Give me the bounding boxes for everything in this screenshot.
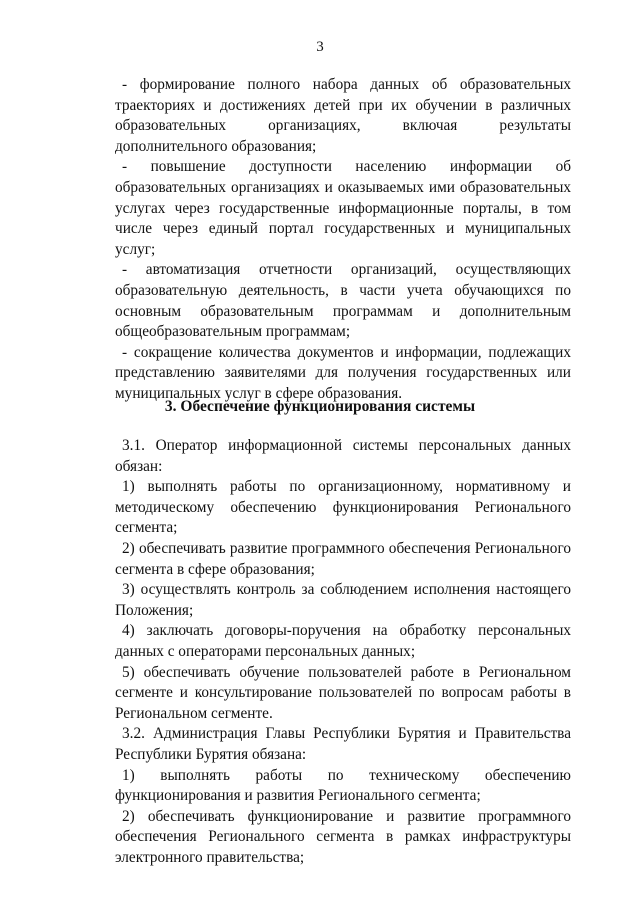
section-body xyxy=(115,436,571,868)
list-item: - повышение доступности населению информации об образовательных организациях и оказываемых ими образовательных услугах через государственные информационные порталы, в том числе через единый портал государственных и муниципальных услуг; xyxy=(115,158,571,258)
list-item: - сокращение количества документов и информации, подлежащих представлению заявителями для получения государственных или муниципальных услуг в сфере образования. xyxy=(115,343,571,402)
paragraph: 2) обеспечивать развитие программного обеспечения Регионального сегмента в сфере образования; xyxy=(115,539,571,578)
list-item: - формирование полного набора данных об образовательных траекториях и достижениях детей при их обучении в различных образовательных организациях, включая результаты дополнительного образования; xyxy=(115,76,571,155)
paragraph: 2) обеспечивать функционирование и развитие программного обеспечения Регионального сегмента в рамках инфраструктуры электронного правительства; xyxy=(115,807,571,866)
intro-list xyxy=(115,75,571,405)
paragraph: 1) выполнять работы по организационному, нормативному и методическому обеспечению функционирования Регионального сегмента; xyxy=(115,478,571,537)
paragraph: 3.2. Администрация Главы Республики Бурятия и Правительства Республики Бурятия обязана: xyxy=(115,725,571,763)
paragraph: 5) обеспечивать обучение пользователей работе в Региональном сегменте и консультирование пользователей по вопросам работы в Региональном сегменте. xyxy=(115,663,571,722)
paragraph: 3) осуществлять контроль за соблюдением исполнения настоящего Положения; xyxy=(115,581,571,619)
paragraph: 4) заключать договоры-поручения на обработку персональных данных с операторами персональных данных; xyxy=(115,622,571,660)
paragraph: 3.1. Оператор информационной системы персональных данных обязан: xyxy=(115,437,571,475)
page-number: 3 xyxy=(316,39,324,55)
paragraph: 1) выполнять работы по техническому обеспечению функционирования и развития Регионального сегмента; xyxy=(115,766,571,805)
section-heading: 3. Обеспечение функционирования системы xyxy=(164,398,476,415)
list-item: - автоматизация отчетности организаций, осуществляющих образовательную деятельность, в части учета обучающихся по основным образовательным программам и дополнительным общеобразовательным программам; xyxy=(115,261,571,341)
